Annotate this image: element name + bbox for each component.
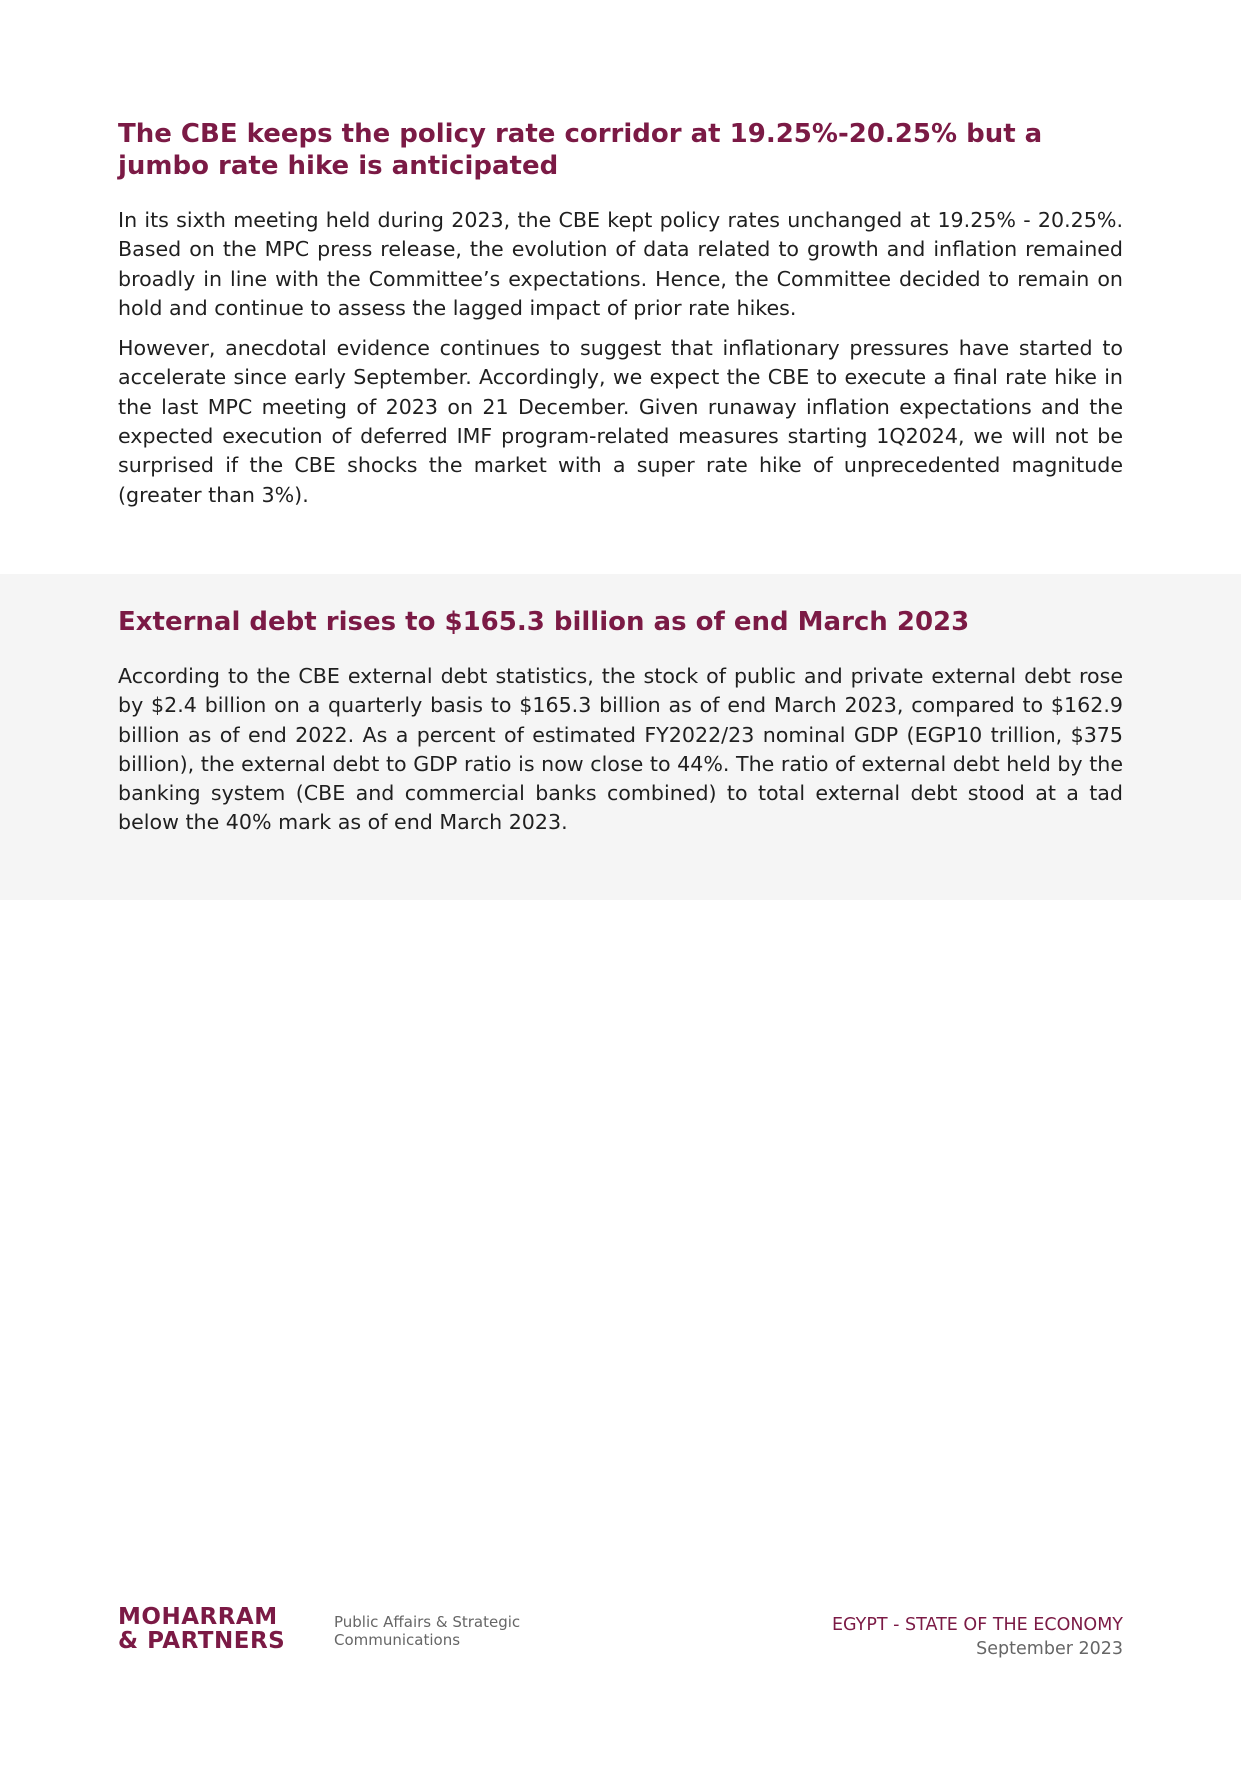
paragraph: According to the CBE external debt statistics, the stock of public and private external debt rose by $2.4 billion on a quarterly basis to $165.3 billion as of end March 2023, compared to $162.9 billion as of end 2022. As a percent of estimated FY2022/23 nominal GDP (EGP10 trillion, $375 billion), the external debt to GDP ratio is now close to 44%. The ratio of external debt held by the banking system (CBE and commercial banks combined) to total external debt stood at a tad below the 40% mark as of end March 2023. [118, 664, 1123, 835]
section-policy-rate [0, 118, 1241, 521]
logo-line-2: & PARTNERS [118, 1628, 286, 1654]
report-date: September 2023 [976, 1639, 1123, 1659]
report-info [832, 1613, 1123, 1661]
tagline-line-1: Public Affairs & Strategic [334, 1613, 521, 1631]
paragraph: In its sixth meeting held during 2023, the CBE kept policy rates unchanged at 19.25% - 20.25%. Based on the MPC press release, the evolution of data related to growth and inflation remained broadly in line with the Committee’s expectations. Hence, the Committee decided to remain on hold and continue to assess the lagged impact of prior rate hikes. [118, 208, 1123, 320]
report-title: EGYPT - STATE OF THE ECONOMY [831, 1615, 1123, 1635]
paragraph: However, anecdotal evidence continues to suggest that inflationary pressures have started to accelerate since early September. Accordingly, we expect the CBE to execute a final rate hike in the last MPC meeting of 2023 on 21 December. Given runaway inflation expectations and the expected execution of deferred IMF program-related measures starting 1Q2024, we will not be surprised if the CBE shocks the market with a super rate hike of unprecedented magnitude (greater than 3%). [118, 336, 1123, 507]
logo-line-1: MOHARRAM [118, 1604, 278, 1630]
page-footer [118, 1605, 1123, 1675]
tagline-line-2: Communications [334, 1631, 461, 1649]
company-tagline [334, 1613, 520, 1649]
company-logo [118, 1605, 285, 1653]
section-heading: External debt rises to $165.3 billion as of end March 2023 [118, 607, 970, 637]
section-external-debt [0, 574, 1241, 900]
section-heading: The CBE keeps the policy rate corridor at 19.25%-20.25% but a jumbo rate hike is anticipated [118, 119, 1043, 181]
